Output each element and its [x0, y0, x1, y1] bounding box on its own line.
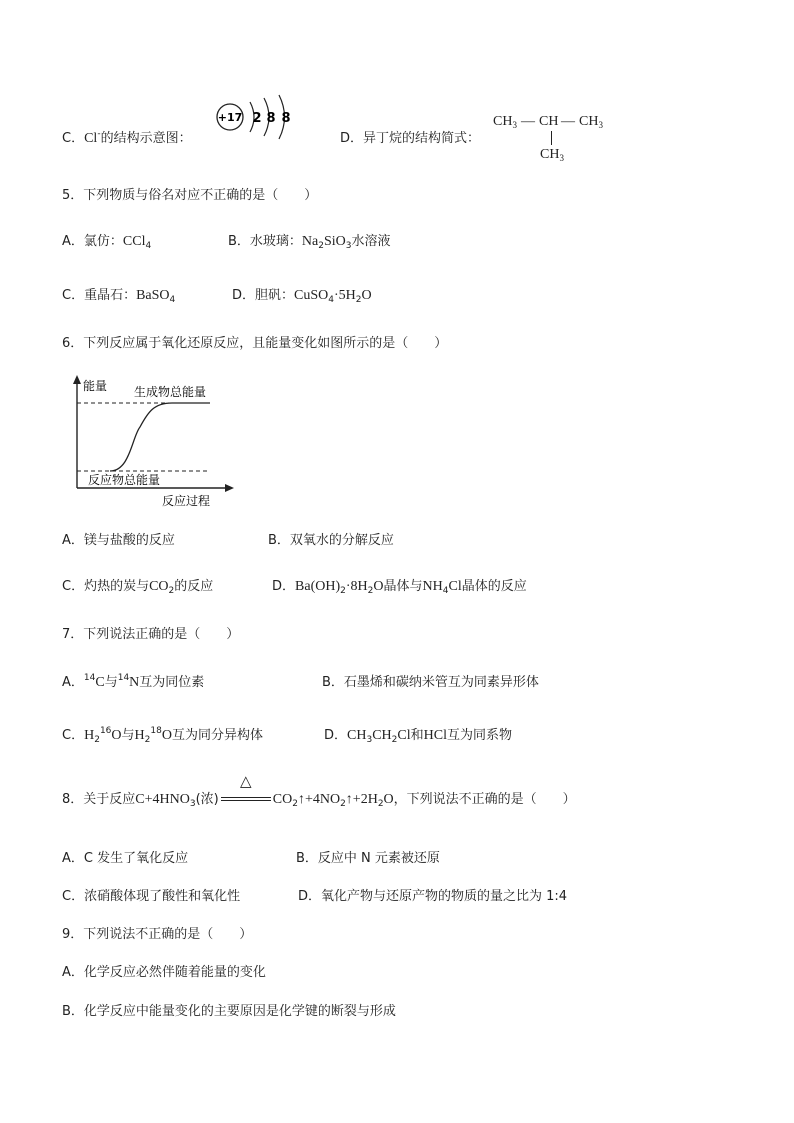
- option-text: 水溶液: [351, 234, 391, 249]
- formula-part: O: [383, 792, 394, 807]
- subscript: 4: [169, 295, 176, 305]
- subscript: 4: [442, 586, 449, 596]
- energy-diagram: [62, 372, 242, 512]
- subscript: 2: [340, 799, 346, 809]
- formula-part: CH: [539, 114, 559, 129]
- isobutane-bond-2: [561, 113, 575, 131]
- equals-line-bottom: [221, 800, 271, 801]
- subscript: 2: [168, 586, 175, 596]
- option-label: C．: [62, 131, 85, 146]
- option-text: D．胆矾：: [232, 288, 295, 303]
- formula-part: ↑+2H: [345, 792, 378, 807]
- subscript: 2: [318, 241, 324, 251]
- option-text: 与: [121, 728, 135, 743]
- q4-option-d: [340, 130, 480, 148]
- element-symbol: O: [161, 728, 172, 743]
- formula-part: HCl: [423, 728, 447, 743]
- q8-option-b: B．反应中 N 元素被还原: [296, 851, 440, 866]
- formula-part: O: [361, 288, 372, 303]
- formula-part: CO: [272, 792, 293, 807]
- formula-part: CuSO: [294, 288, 329, 303]
- isobutane-bond-1: [521, 113, 535, 131]
- charge-sup: -: [97, 129, 101, 139]
- option-text: 和: [410, 728, 424, 743]
- subscript: 2: [340, 586, 346, 596]
- formula-part: O: [373, 579, 384, 594]
- option-text: B．水玻璃：: [228, 234, 302, 249]
- heat-condition-arrow: [219, 772, 273, 809]
- q5-option-d: [232, 287, 372, 305]
- element-symbol: O: [111, 728, 122, 743]
- option-text: 晶体与: [383, 579, 423, 594]
- q5-option-b: [228, 233, 391, 251]
- option-label: D．: [272, 579, 296, 594]
- formula-part: CH: [579, 114, 599, 129]
- isobutane-ch: [539, 113, 558, 131]
- nucleus-charge: +17: [217, 111, 243, 124]
- delta-symbol: △: [239, 772, 252, 790]
- shell-count-3: 8: [281, 111, 291, 126]
- stem-text: ，下列说法不正确的是（ ）: [393, 792, 576, 807]
- mass-number: 14: [83, 673, 96, 683]
- q8-option-c: C．浓硝酸体现了酸性和氧化性: [62, 889, 241, 904]
- subscript: 2: [144, 735, 151, 745]
- subscript: 2: [355, 295, 362, 305]
- q7-option-d: [324, 727, 512, 745]
- q5-option-c: [62, 287, 175, 305]
- option-label: D．: [340, 131, 364, 146]
- mass-number: 14: [117, 673, 130, 683]
- formula-part: Cl: [397, 728, 411, 743]
- option-text: 的结构示意图：: [100, 131, 192, 146]
- q6-option-d: [272, 578, 527, 596]
- subscript: 3: [366, 735, 373, 745]
- option-text: 互为同分异构体: [171, 728, 263, 743]
- q6-option-a: A．镁与盐酸的反应: [62, 533, 175, 548]
- formula-part: BaSO: [136, 288, 170, 303]
- subscript: 3: [512, 120, 517, 130]
- bond-dash: —: [521, 114, 535, 129]
- element-symbol: H: [84, 728, 95, 743]
- q8-option-a: A．C 发生了氧化反应: [62, 851, 189, 866]
- option-text: 晶体的反应: [461, 579, 527, 594]
- q7-stem: 7．下列说法正确的是（ ）: [62, 627, 240, 642]
- element-symbol: N: [129, 675, 140, 690]
- shell-count-2: 8: [266, 111, 276, 126]
- q8-stem: [62, 772, 576, 809]
- option-text: 互为同系物: [446, 728, 512, 743]
- x-axis-label: 反应过程: [162, 494, 211, 508]
- equals-line-top: [221, 797, 271, 798]
- formula-part: Na: [301, 234, 319, 249]
- q9-option-b: B．化学反应中能量变化的主要原因是化学键的断裂与形成: [62, 1004, 396, 1019]
- mass-number: 18: [150, 726, 162, 736]
- element-symbol: C: [95, 675, 105, 690]
- formula-part: (浓): [195, 792, 219, 807]
- subscript: 3: [189, 799, 196, 809]
- isobutane-vertical-bond: [551, 131, 552, 145]
- q7-option-b: B．石墨烯和碳纳米管互为同素异形体: [322, 675, 539, 690]
- formula-part: Cl: [448, 579, 462, 594]
- option-text: 异丁烷的结构简式：: [363, 131, 481, 146]
- formula-part: CH: [372, 728, 392, 743]
- q7-option-a: [62, 674, 204, 692]
- energy-curve: [110, 403, 210, 471]
- q6-stem: 6．下列反应属于氧化还原反应，且能量变化如图所示的是（ ）: [62, 336, 448, 351]
- option-text: A．氯仿：: [62, 234, 123, 249]
- formula-part: CH: [347, 728, 367, 743]
- option-text: C．灼热的炭与: [62, 579, 150, 594]
- subscript: 4: [145, 241, 152, 251]
- reactants-energy-label: 反应物总能量: [88, 473, 161, 487]
- bond-dash: —: [561, 114, 575, 129]
- isobutane-ch3-bottom: [540, 146, 564, 164]
- option-text: C．重晶石：: [62, 288, 137, 303]
- formula-part: ·5H: [333, 288, 356, 303]
- formula-part: ↑+4NO: [297, 792, 341, 807]
- formula-part: NH: [422, 579, 443, 594]
- subscript: 3: [345, 241, 352, 251]
- q7-option-c: [62, 727, 263, 745]
- option-label: C．: [62, 728, 85, 743]
- subscript: 2: [94, 735, 100, 745]
- q9-option-a: A．化学反应必然伴随着能量的变化: [62, 965, 266, 980]
- shell-count-1: 2: [252, 111, 262, 126]
- chloride-ion-structure-diagram: [212, 92, 302, 142]
- formula-part: ·8H: [345, 579, 368, 594]
- q5-option-a: [62, 233, 151, 251]
- subscript: 3: [559, 153, 564, 163]
- subscript: 2: [292, 799, 298, 809]
- formula-part: C+4HNO: [135, 792, 190, 807]
- formula-part: CH: [540, 147, 560, 162]
- subscript: 4: [328, 295, 334, 305]
- isobutane-ch3-left: [493, 113, 517, 131]
- x-axis-arrow: [225, 484, 234, 492]
- option-text: 的反应: [174, 579, 214, 594]
- chloride-formula: Cl: [84, 131, 98, 146]
- subscript: 2: [367, 586, 374, 596]
- option-label: A．: [62, 675, 84, 690]
- option-text: 与: [104, 675, 118, 690]
- subscript: 2: [377, 799, 384, 809]
- subscript: 2: [391, 735, 398, 745]
- formula-part: Ba(OH): [295, 579, 341, 594]
- q8-option-d: D．氧化产物与还原产物的物质的量之比为 1:4: [298, 889, 568, 904]
- formula-part: CH: [493, 114, 513, 129]
- subscript: 3: [598, 120, 603, 130]
- y-axis-label: 能量: [83, 379, 108, 393]
- q9-stem: 9．下列说法不正确的是（ ）: [62, 927, 253, 942]
- option-label: D．: [324, 728, 348, 743]
- products-energy-label: 生成物总能量: [134, 385, 207, 399]
- option-text: 互为同位素: [139, 675, 205, 690]
- y-axis-arrow: [73, 375, 81, 384]
- formula-part: CCl: [122, 234, 146, 249]
- q6-option-b: B．双氧水的分解反应: [268, 533, 394, 548]
- q5-stem: 5．下列物质与俗名对应不正确的是（ ）: [62, 188, 318, 203]
- element-symbol: H: [134, 728, 145, 743]
- formula-part: CO: [149, 579, 169, 594]
- stem-text: 8．关于反应: [62, 792, 136, 807]
- isobutane-ch3-right: [579, 113, 603, 131]
- q4-option-c: [62, 130, 192, 148]
- q6-option-c: [62, 578, 213, 596]
- mass-number: 16: [99, 726, 112, 736]
- formula-part: SiO: [323, 234, 346, 249]
